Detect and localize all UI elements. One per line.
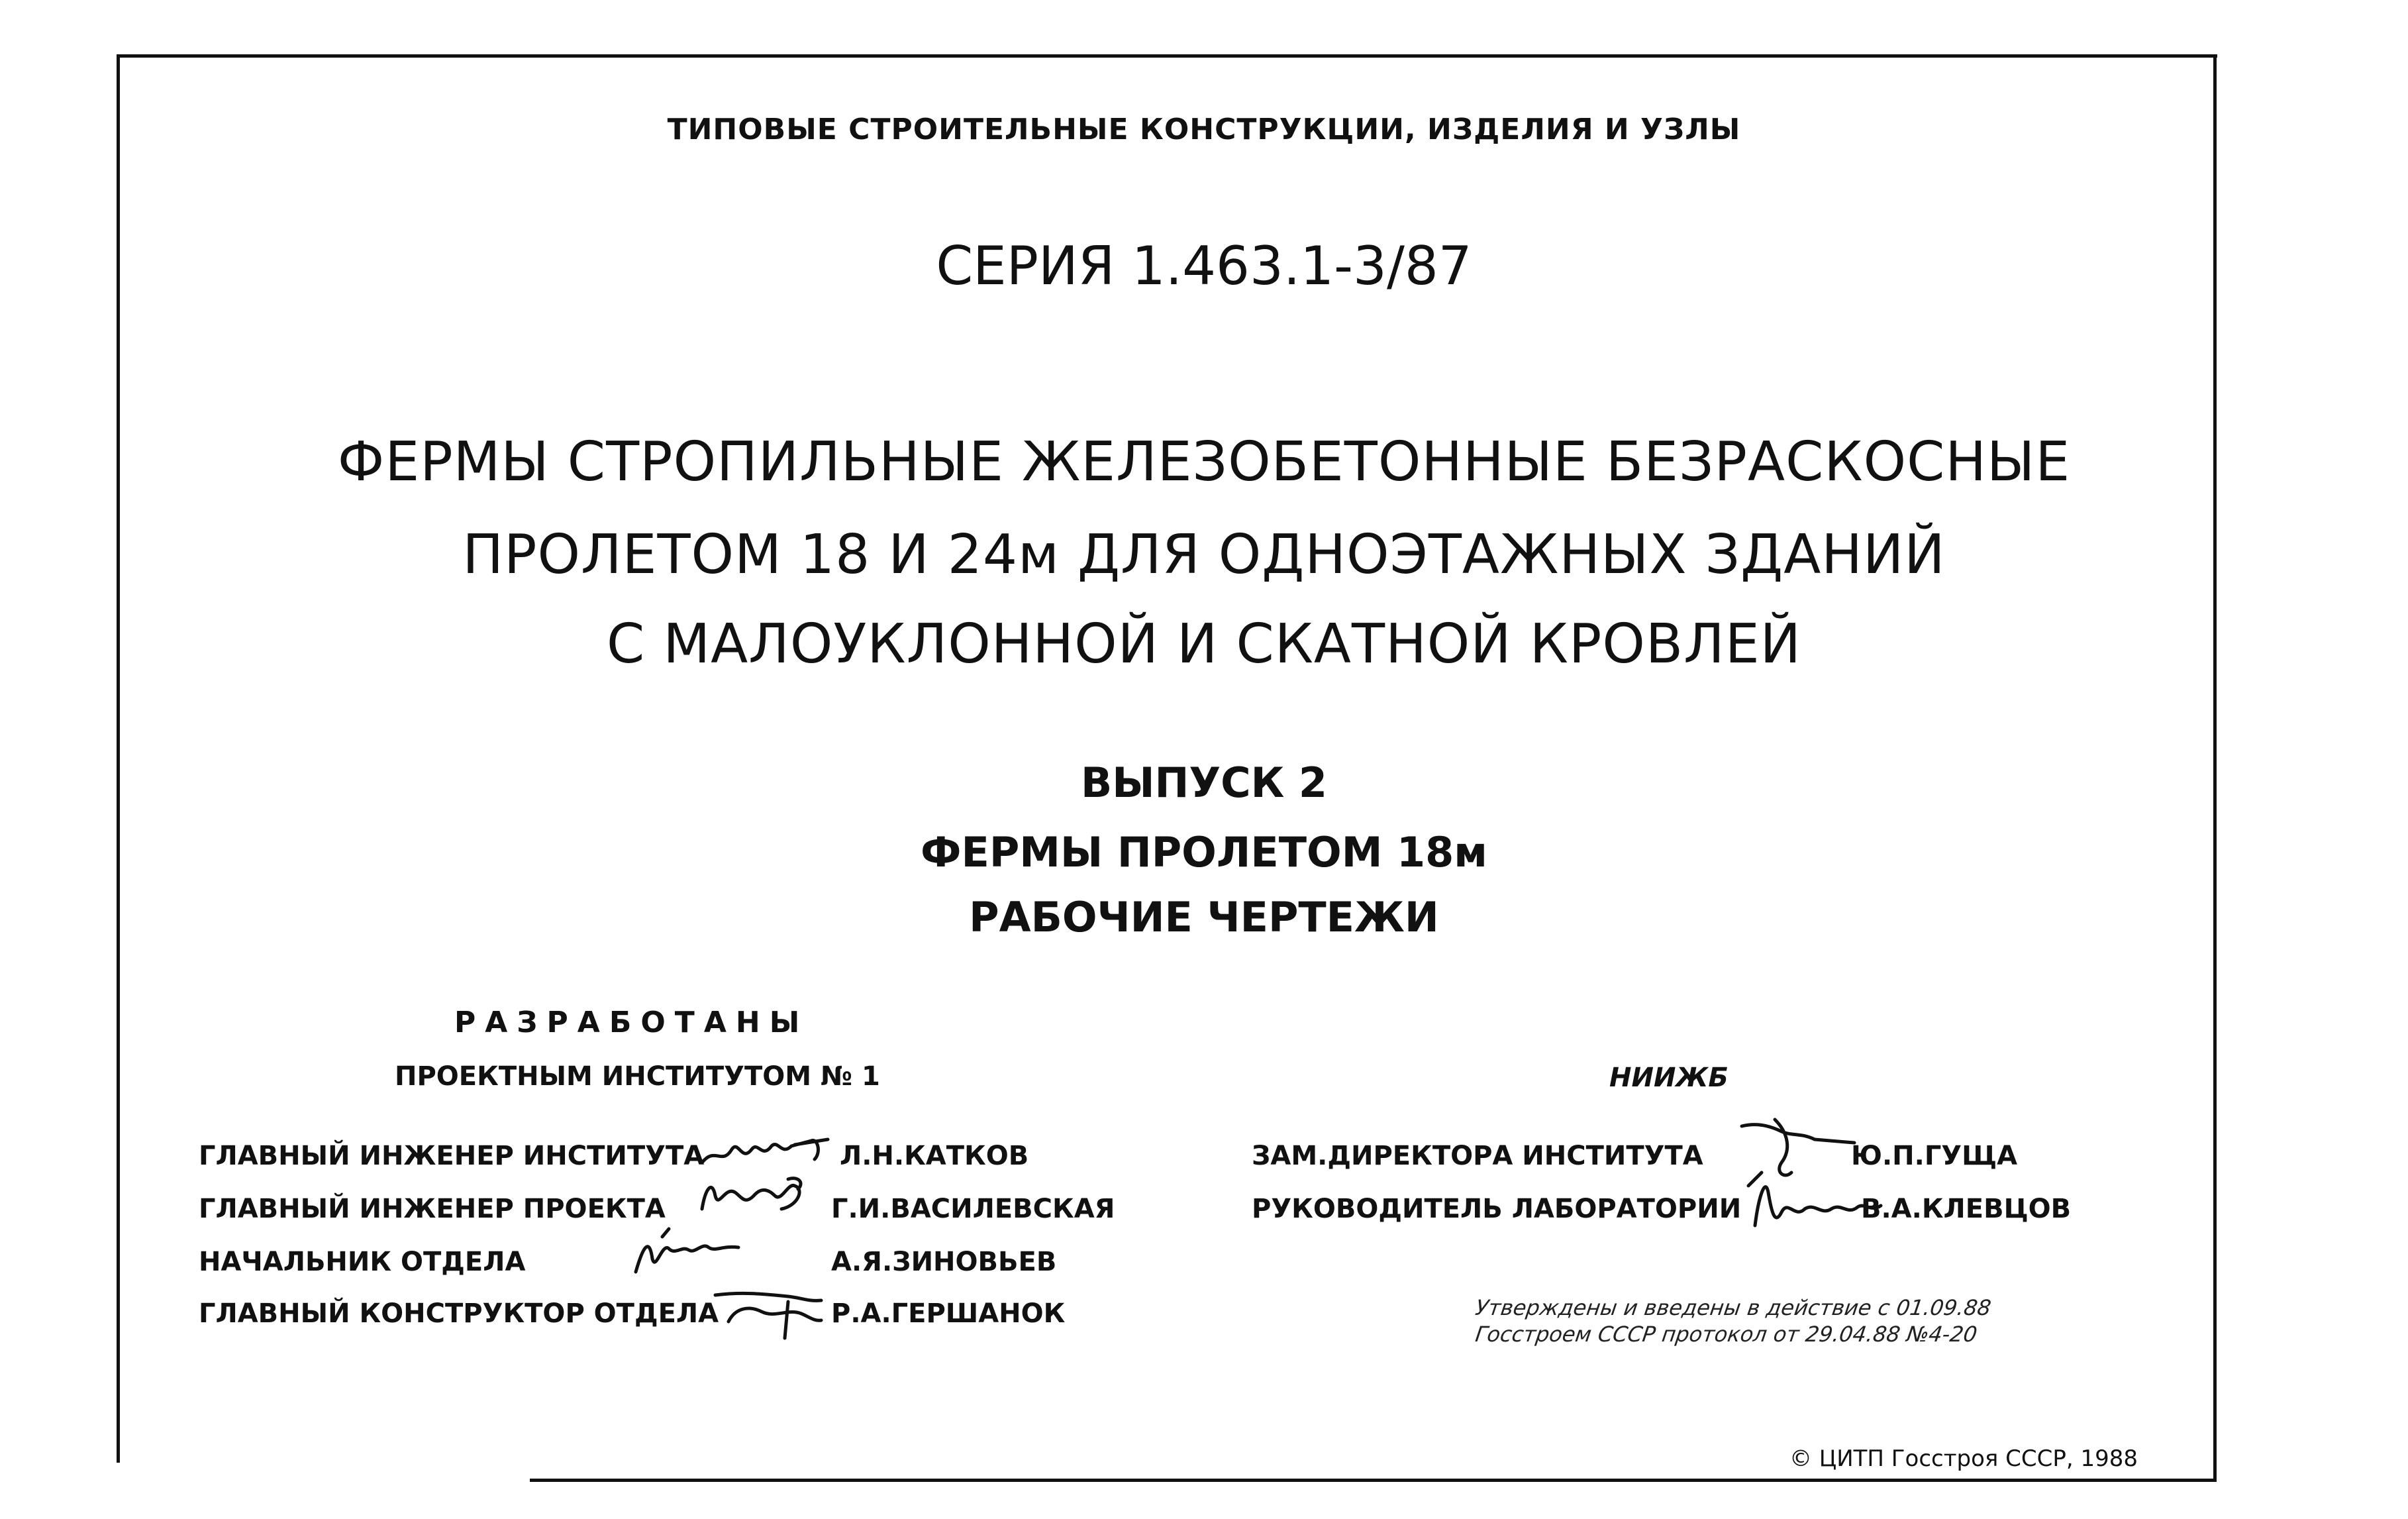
signatory-left-role-3: НАЧАЛЬНИК ОТДЕЛА (199, 1247, 526, 1277)
signatory-left-role-4: ГЛАВНЫЙ КОНСТРУКТОР ОТДЕЛА (199, 1298, 719, 1329)
title-line-3: С МАЛОУКЛОННОЙ И СКАТНОЙ КРОВЛЕЙ (607, 613, 1801, 676)
developer-org-right: НИИЖБ (1609, 1063, 1729, 1093)
signatory-left-name-1: Л.Н.КАТКОВ (840, 1141, 1029, 1171)
title-line-1: ФЕРМЫ СТРОПИЛЬНЫЕ ЖЕЛЕЗОБЕТОННЫЕ БЕЗРАСКОСНЫЕ (337, 431, 2071, 494)
signatory-left-name-4: Р.А.ГЕРШАНОК (831, 1298, 1066, 1329)
issue-title-line-2: РАБОЧИЕ ЧЕРТЕЖИ (969, 893, 1439, 941)
signature-klevtsov (1742, 1166, 1901, 1239)
issue-number: ВЫПУСК 2 (1080, 759, 1328, 807)
frame-top-border (119, 54, 2217, 58)
title-line-2: ПРОЛЕТОМ 18 И 24м ДЛЯ ОДНОЭТАЖНЫХ ЗДАНИЙ (462, 523, 1946, 586)
signatory-left-name-3: А.Я.ЗИНОВЬЕВ (831, 1247, 1057, 1277)
signatory-left-name-2: Г.И.ВАСИЛЕВСКАЯ (831, 1194, 1115, 1224)
issue-title-line-1: ФЕРМЫ ПРОЛЕТОМ 18м (921, 828, 1487, 876)
developed-heading: РАЗРАБОТАНЫ (454, 1006, 809, 1039)
approval-line-1: Утверждены и введены в действие с 01.09.88 (1474, 1295, 1993, 1320)
signatory-left-role-1: ГЛАВНЫЙ ИНЖЕНЕР ИНСТИТУТА (199, 1141, 705, 1171)
signature-gershanok (709, 1282, 841, 1341)
collection-header: ТИПОВЫЕ СТРОИТЕЛЬНЫЕ КОНСТРУКЦИИ, ИЗДЕЛИЯ И УЗЛЫ (667, 113, 1741, 146)
frame-bottom-border (530, 1479, 2217, 1482)
series-number: СЕРИЯ 1.463.1-3/87 (936, 235, 1472, 297)
signatory-right-name-2: В.А.КЛЕВЦОВ (1861, 1194, 2072, 1224)
signatory-right-role-1: ЗАМ.ДИРЕКТОРА ИНСТИТУТА (1252, 1141, 1703, 1171)
signatory-right-role-2: РУКОВОДИТЕЛЬ ЛАБОРАТОРИИ (1252, 1194, 1742, 1224)
approval-line-2: Госстроем СССР протокол от 29.04.88 №4-20 (1474, 1322, 1979, 1347)
copyright: © ЦИТП Госстроя СССР, 1988 (1789, 1445, 2138, 1472)
signatory-right-name-1: Ю.П.ГУЩА (1851, 1141, 2018, 1171)
signature-vasilevskaya (689, 1169, 821, 1229)
developer-org-left: ПРОЕКТНЫМ ИНСТИТУТОМ № 1 (395, 1061, 880, 1092)
signature-zinovev (623, 1222, 755, 1282)
signatory-left-role-2: ГЛАВНЫЙ ИНЖЕНЕР ПРОЕКТА (199, 1194, 666, 1224)
